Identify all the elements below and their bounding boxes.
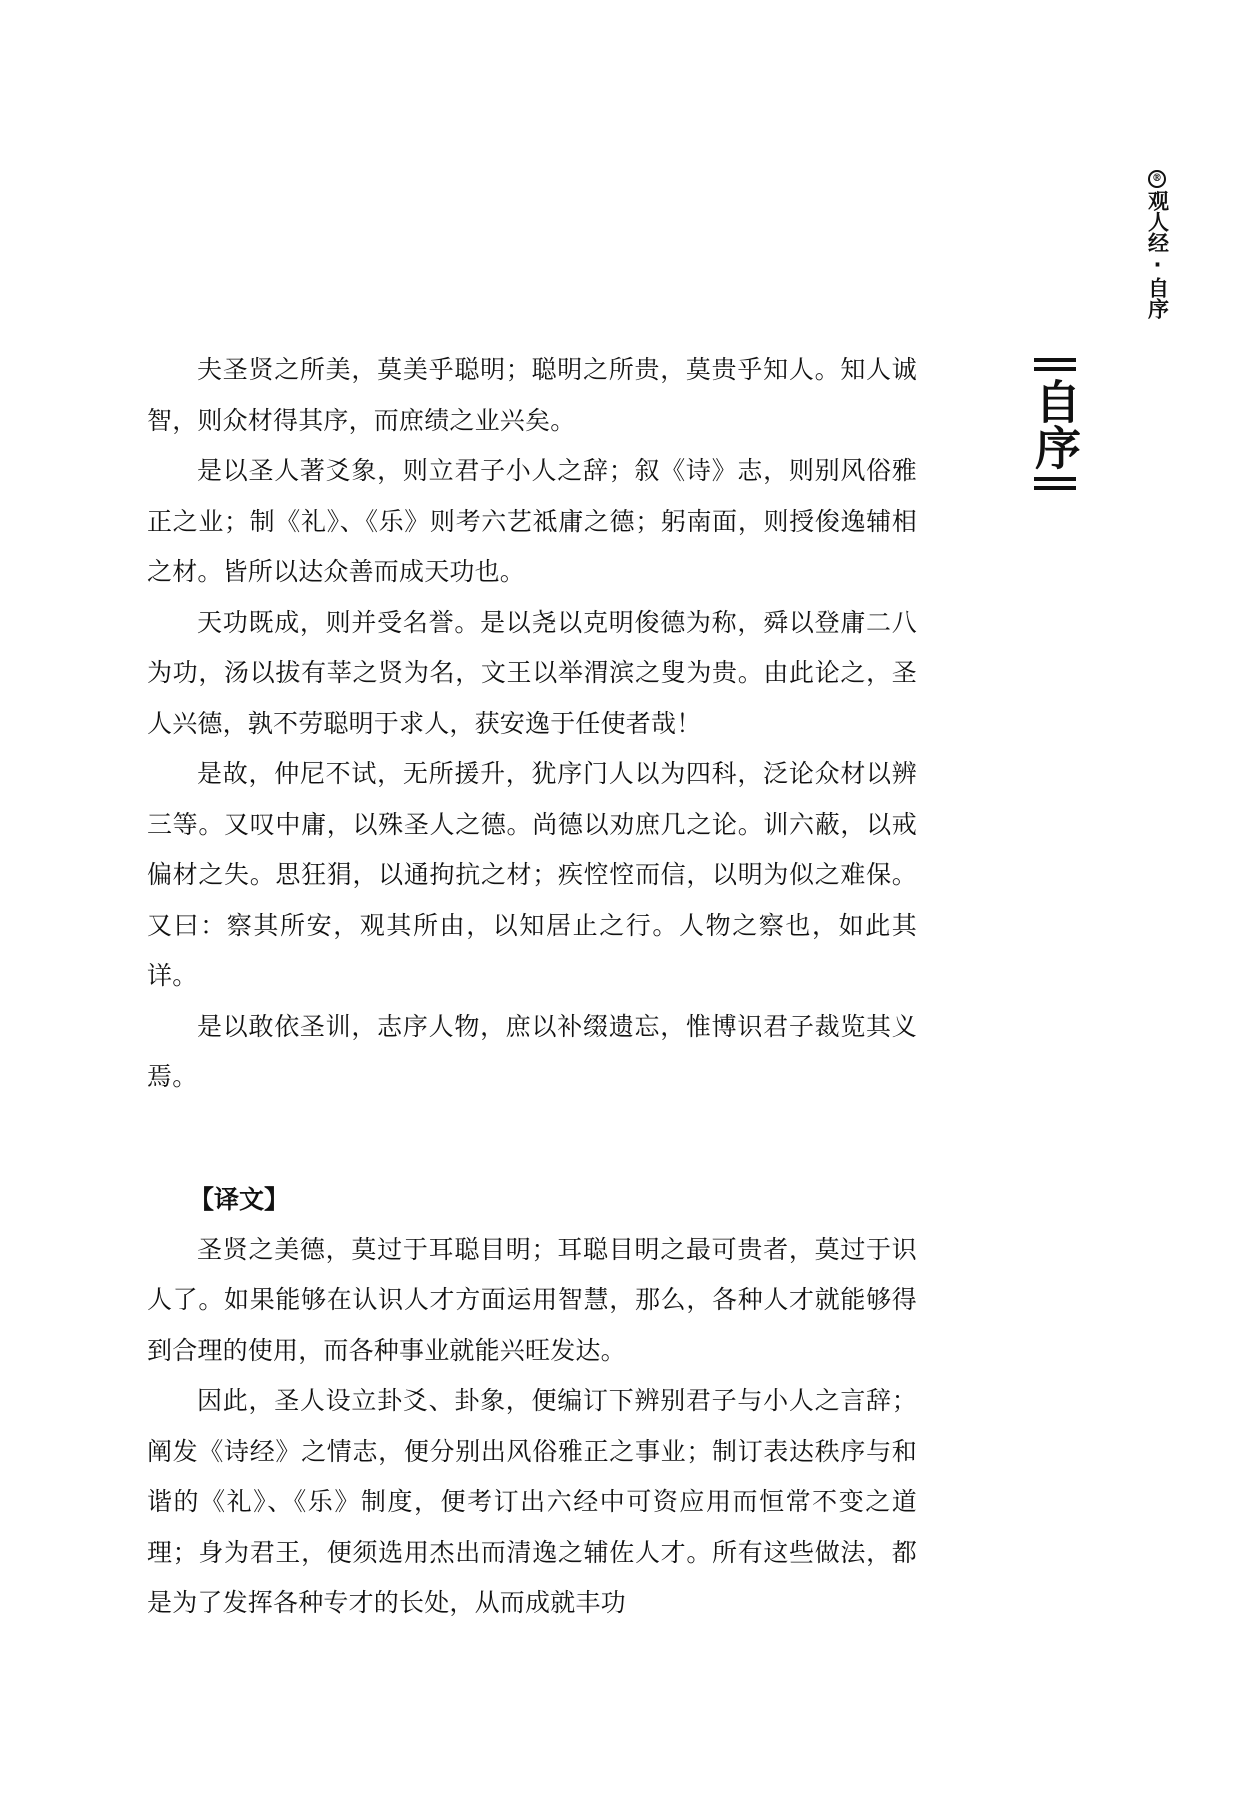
original-paragraph: 夫圣贤之所美，莫美乎聪明；聪明之所贵，莫贵乎知人。知人诚智，则众材得其序，而庶绩之业兴矣。 <box>147 355 917 435</box>
translation-label: 【译文】 <box>189 1184 290 1214</box>
original-paragraph: 天功既成，则并受名誉。是以尧以克明俊德为称，舜以登庸二八为功，汤以拔有莘之贤为名，文王以举渭滨之叟为贵。由此论之，圣人兴德，孰不劳聪明于求人，获安逸于任使者哉！ <box>147 607 917 738</box>
section-title-block <box>1022 358 1088 490</box>
section-gap <box>147 1103 917 1175</box>
main-text <box>147 345 917 1629</box>
registered-mark-icon: ® <box>1148 170 1166 188</box>
translation-paragraph: 因此，圣人设立卦爻、卦象，便编订下辨别君子与小人之言辞；阐发《诗经》之情志，便分别出风俗雅正之事业；制订表达秩序与和谐的《礼》、《乐》制度，便考订出六经中可资应用而恒常不变之道理；身为君王，便须选用杰出而清逸之辅佐人才。所有这些做法，都是为了发挥各种专才的长处，从而成就丰功 <box>147 1386 917 1617</box>
running-head-text: 观人经·自序 <box>1145 190 1170 319</box>
original-paragraph: 是以圣人著爻象，则立君子小人之辞；叙《诗》志，则别风俗雅正之业；制《礼》、《乐》则考六艺祗庸之德；躬南面，则授俊逸辅相之材。皆所以达众善而成天功也。 <box>147 456 917 586</box>
running-head <box>1142 170 1172 319</box>
translation-paragraph: 圣贤之美德，莫过于耳聪目明；耳聪目明之最可贵者，莫过于识人了。如果能够在认识人才方面运用智慧，那么，各种人才就能够得到合理的使用，而各种事业就能兴旺发达。 <box>147 1234 917 1365</box>
original-paragraph: 是故，仲尼不试，无所援升，犹序门人以为四科，泛论众材以辨三等。又叹中庸，以殊圣人之德。尚德以劝庶几之论。训六蔽，以戒偏材之失。思狂狷，以通拘抗之材；疾悾悾而信，以明为似之难保。又曰：察其所安，观其所由，以知居止之行。人物之察也，如此其详。 <box>147 759 917 990</box>
title-top-rules <box>1034 358 1076 376</box>
original-paragraph: 是以敢依圣训，志序人物，庶以补缀遗忘，惟博识君子裁览其义焉。 <box>147 1011 917 1091</box>
title-bottom-rules <box>1034 472 1076 490</box>
section-title: 自序 <box>1028 378 1082 470</box>
